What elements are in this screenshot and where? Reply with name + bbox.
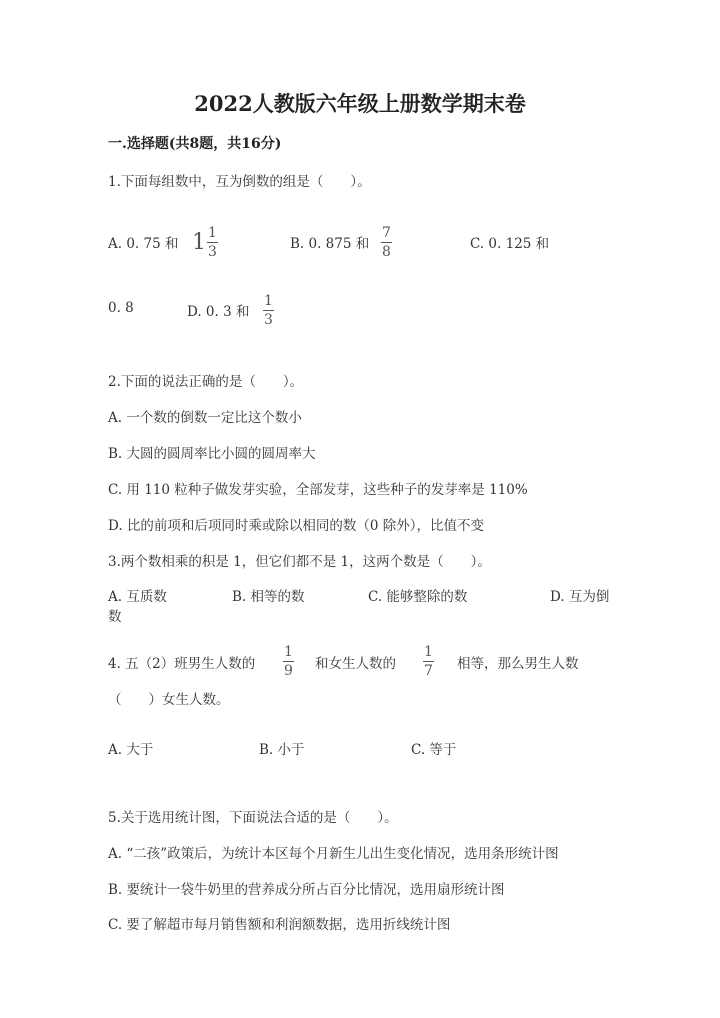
fraction-denominator: 3 <box>264 312 273 328</box>
mixed-whole: 1 <box>192 230 206 255</box>
section-heading: 一.选择题(共8题，共16分) <box>108 136 282 152</box>
question-3-option-d: D. 互为倒 <box>550 589 610 605</box>
question-4-fraction-girls <box>423 645 434 678</box>
question-4-option-c: C. 等于 <box>411 742 457 758</box>
fraction-denominator: 8 <box>382 244 391 260</box>
question-2-option-d: D. 比的前项和后项同时乘或除以相同的数（0 除外），比值不变 <box>108 518 485 534</box>
question-1-option-a: A. 0. 75 和 <box>108 236 179 252</box>
question-4-option-a: A. 大于 <box>108 742 154 758</box>
question-1-option-c: C. 0. 125 和 <box>470 236 550 252</box>
question-1-option-b-fraction <box>381 226 392 259</box>
fraction-denominator: 7 <box>424 663 433 679</box>
question-4-stem-part3: 相等，那么男生人数 <box>457 656 579 672</box>
mixed-fraction <box>207 226 218 259</box>
fraction-bar <box>207 242 218 243</box>
question-3-option-c: C. 能够整除的数 <box>368 589 468 605</box>
fraction-bar <box>283 661 294 662</box>
question-3-stem: 3.两个数相乘的积是 1，但它们都不是 1，这两个数是（ ）。 <box>108 554 491 570</box>
question-1-option-a-mixed-number <box>192 226 218 259</box>
question-5-option-a: A. “二孩”政策后，为统计本区每个月新生儿出生变化情况，选用条形统计图 <box>108 846 559 862</box>
question-2-option-b: B. 大圆的圆周率比小圆的圆周率大 <box>108 446 316 462</box>
question-5-option-b: B. 要统计一袋牛奶里的营养成分所占百分比情况，选用扇形统计图 <box>108 882 505 898</box>
question-2-option-c: C. 用 110 粒种子做发芽实验，全部发芽，这些种子的发芽率是 110% <box>108 482 528 498</box>
question-4-stem-part2: 和女生人数的 <box>315 656 396 672</box>
fraction-bar <box>263 310 274 311</box>
question-1-option-d-fraction <box>263 294 274 327</box>
question-3-option-a: A. 互质数 <box>108 589 167 605</box>
fraction-numerator: 1 <box>208 225 217 241</box>
question-3-option-b: B. 相等的数 <box>232 589 305 605</box>
question-5-stem: 5.关于选用统计图，下面说法合适的是（ ）。 <box>108 810 398 826</box>
question-1-stem: 1.下面每组数中，互为倒数的组是（ ）。 <box>108 174 371 190</box>
question-1-option-b: B. 0. 875 和 <box>290 236 370 252</box>
fraction-denominator: 9 <box>284 663 293 679</box>
question-4-option-b: B. 小于 <box>259 742 305 758</box>
question-4-stem-part1: 4. 五（2）班男生人数的 <box>108 656 256 672</box>
fraction-bar <box>381 242 392 243</box>
fraction-numerator: 1 <box>424 644 433 660</box>
fraction-bar <box>423 661 434 662</box>
fraction-numerator: 1 <box>284 644 293 660</box>
page-title: 2022人教版六年级上册数学期末卷 <box>194 91 526 116</box>
question-1-option-c-continued: 0. 8 <box>108 300 134 316</box>
question-2-option-a: A. 一个数的倒数一定比这个数小 <box>108 410 302 426</box>
fraction-denominator: 3 <box>208 244 217 260</box>
question-5-option-c: C. 要了解超市每月销售额和利润额数据，选用折线统计图 <box>108 917 451 933</box>
question-2-stem: 2.下面的说法正确的是（ ）。 <box>108 374 304 390</box>
fraction-numerator: 7 <box>382 225 391 241</box>
question-1-option-d: D. 0. 3 和 <box>187 304 250 320</box>
question-4-stem-part4: （ ）女生人数。 <box>108 692 230 708</box>
question-4-fraction-boys <box>283 645 294 678</box>
fraction-numerator: 1 <box>264 293 273 309</box>
question-3-option-d-continued: 数 <box>108 609 122 625</box>
